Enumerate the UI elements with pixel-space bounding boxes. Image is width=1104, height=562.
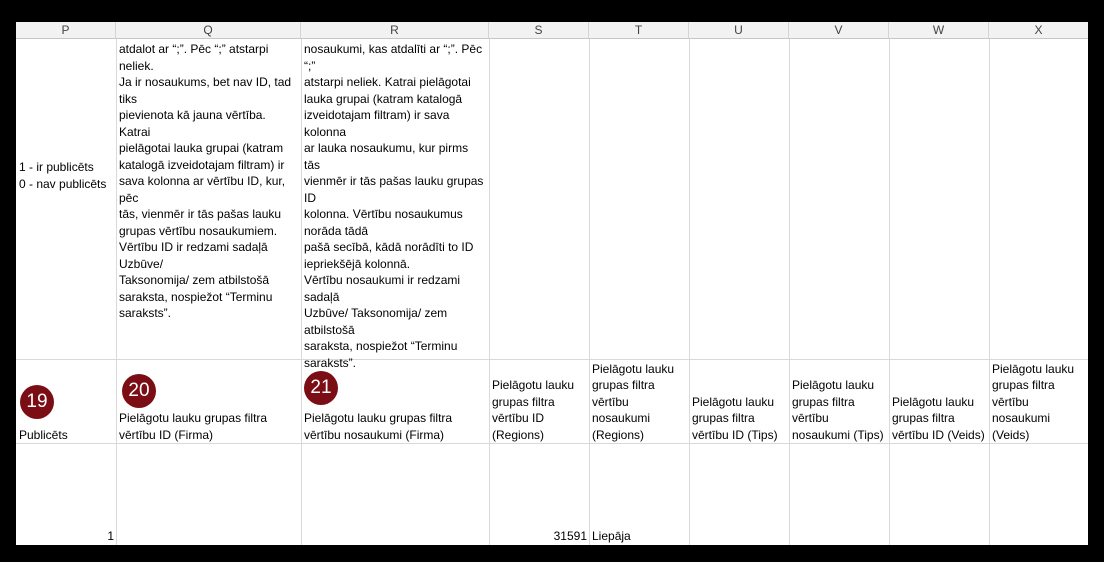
cell-p-header-text: Publicēts bbox=[19, 427, 68, 442]
gridline bbox=[989, 39, 990, 545]
column-header-p[interactable]: P bbox=[16, 22, 116, 39]
cell-w-header-text: Pielāgotu lauku grupas filtra vērtību ID (Veids) bbox=[892, 394, 985, 442]
cell-t-header-text: Pielāgotu lauku grupas filtra vērtību nosaukumi (Regions) bbox=[592, 361, 675, 442]
cell-u-header[interactable] bbox=[692, 361, 788, 443]
cell-x-header-text: Pielāgotu lauku grupas filtra vērtību nosaukumi (Veids) bbox=[992, 361, 1075, 442]
column-header-u[interactable]: U bbox=[689, 22, 789, 39]
cell-t-value[interactable]: Liepāja bbox=[592, 529, 631, 543]
step-badge-20: 20 bbox=[122, 374, 156, 408]
cell-s-header-text: Pielāgotu lauku grupas filtra vērtību ID (Regions) bbox=[492, 378, 575, 442]
step-badge-19: 19 bbox=[20, 385, 54, 419]
gridline bbox=[489, 39, 490, 545]
gridline bbox=[789, 39, 790, 545]
cell-p-value[interactable]: 1 bbox=[107, 529, 114, 543]
gridline bbox=[116, 39, 117, 545]
cell-p-header[interactable] bbox=[19, 361, 115, 443]
cell-q-description[interactable]: atdalot ar “;”. Pēc “;” atstarpi neliek. Ja ir nosaukums, bet nav ID, tad tiks pievienota kā jauna vērtība. Katrai pielāgotai lauka grupai (katram katalogā izveidotajam filtram) ir sava kolonna ar vērtību ID, kur, pēc tās, vienmēr ir tās pašas lauku grupas vērtību nosaukumiem. Vērtību ID ir redzami sadaļā Uzbūve/ Taksonomija/ zem atbilstošā saraksta, nospiežot “Terminu saraksts”. bbox=[119, 42, 292, 320]
column-header-r[interactable]: R bbox=[301, 22, 489, 39]
gridline bbox=[301, 39, 302, 545]
step-badge-21: 21 bbox=[304, 371, 338, 405]
gridline bbox=[16, 359, 1088, 360]
column-header-w[interactable]: W bbox=[889, 22, 989, 39]
gridline bbox=[889, 39, 890, 545]
gridline bbox=[589, 39, 590, 545]
cell-q-header[interactable] bbox=[119, 361, 299, 443]
cell-v-header[interactable] bbox=[792, 361, 888, 443]
column-header-t[interactable]: T bbox=[589, 22, 689, 39]
column-header-s[interactable]: S bbox=[489, 22, 589, 39]
cell-q-header-text: Pielāgotu lauku grupas filtra vērtību ID (Firma) bbox=[119, 411, 268, 442]
cell-w-header[interactable] bbox=[892, 361, 988, 443]
gridline bbox=[16, 443, 1088, 444]
cell-r-description[interactable]: nosaukumi, kas atdalīti ar “;”. Pēc “;” atstarpi neliek. Katrai pielāgotai lauka grupai (katram katalogā izveidotajam filtram) ir sava kolonna ar lauka nosaukumu, kur pirms tās vienmēr ir tās pašas lauku grupas ID kolonna. Vērtību nosaukumus norāda tādā pašā secībā, kādā norādīti to ID iepriekšējā kolonnā. Vērtību nosaukumi ir redzami sadaļā Uzbūve/ Taksonomija/ zem atbilstošā saraksta, nospiežot “Terminu saraksts”. bbox=[304, 42, 484, 370]
cell-p-description[interactable]: 1 - ir publicēts 0 - nav publicēts bbox=[19, 160, 107, 191]
cell-u-header-text: Pielāgotu lauku grupas filtra vērtību ID (Tips) bbox=[692, 394, 778, 442]
column-header-q[interactable]: Q bbox=[116, 22, 301, 39]
cell-s-value[interactable]: 31591 bbox=[553, 529, 587, 543]
column-header-v[interactable]: V bbox=[789, 22, 889, 39]
column-header-x[interactable]: X bbox=[989, 22, 1088, 39]
spreadsheet bbox=[16, 22, 1088, 545]
gridline bbox=[689, 39, 690, 545]
cell-r-header[interactable] bbox=[304, 361, 487, 443]
cell-r-header-text: Pielāgotu lauku grupas filtra vērtību nosaukumi (Firma) bbox=[304, 411, 453, 442]
cell-s-header[interactable] bbox=[492, 361, 588, 443]
cell-v-header-text: Pielāgotu lauku grupas filtra vērtību nosaukumi (Tips) bbox=[792, 378, 884, 442]
cell-t-header[interactable] bbox=[592, 361, 688, 443]
cell-x-header[interactable] bbox=[992, 361, 1087, 443]
